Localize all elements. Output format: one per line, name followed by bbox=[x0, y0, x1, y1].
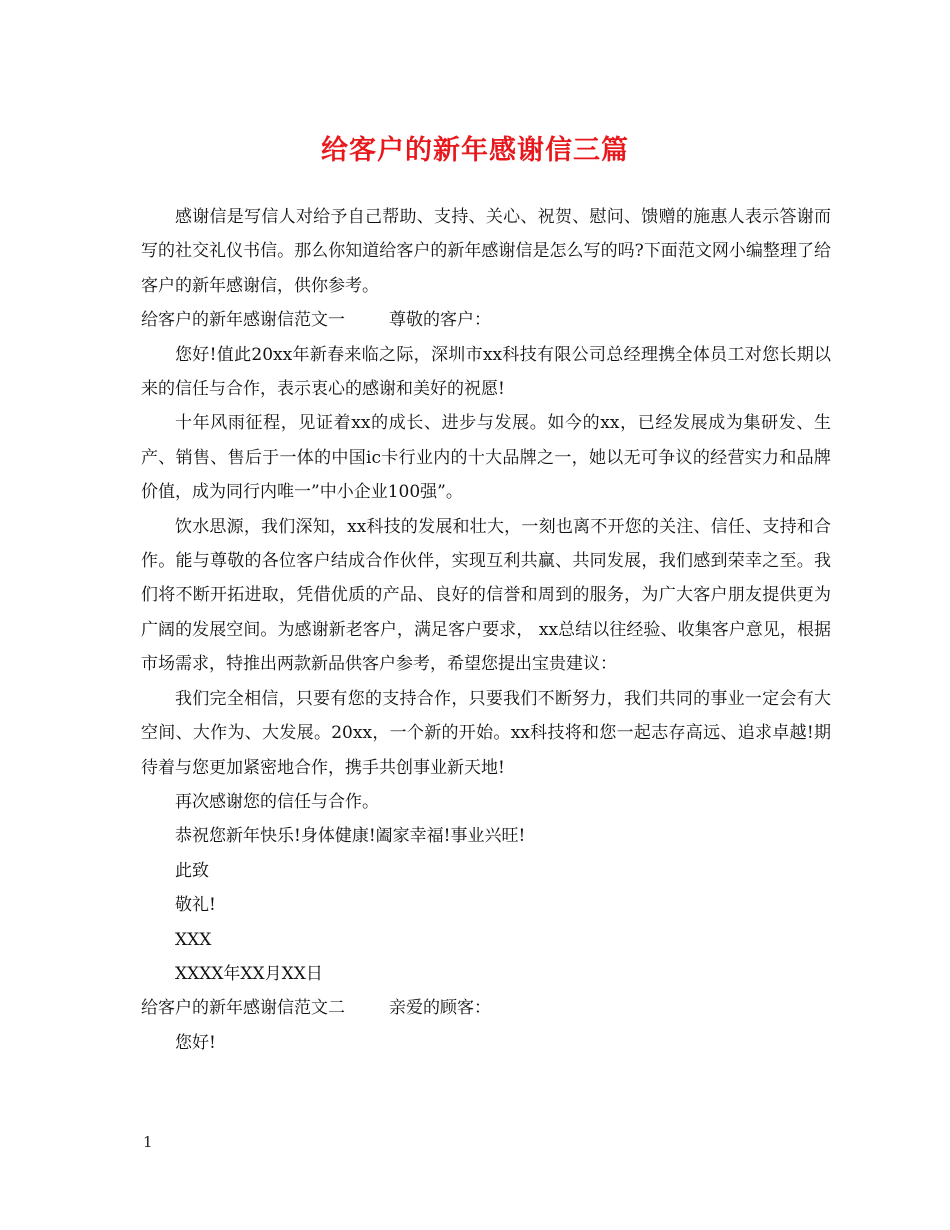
section1-heading-line bbox=[141, 303, 831, 337]
closing-line: 此致 bbox=[175, 860, 209, 881]
document-body bbox=[141, 200, 831, 1060]
section2-paragraph: 您好! bbox=[175, 1032, 216, 1053]
intro-paragraph: 感谢信是写信人对给予自己帮助、支持、关心、祝贺、慰问、馈赠的施惠人表示答谢而写的社交礼仪书信。那么你知道给客户的新年感谢信是怎么写的吗?下面范文网小编整理了给客户的新年感谢信，供你参考。 bbox=[141, 207, 831, 296]
section1-heading: 给客户的新年感谢信范文一 bbox=[141, 310, 345, 331]
document-title: 给客户的新年感谢信三篇 bbox=[321, 135, 629, 166]
signature-name: XXX bbox=[175, 929, 212, 950]
page-number: 1 bbox=[143, 1133, 153, 1151]
section1-paragraph: 我们完全相信，只要有您的支持合作，只要我们不断努力，我们共同的事业一定会有大空间、大作为、大发展。20xx，一个新的开始。xx科技将和您一起志存高远、追求卓越!期待着与您更加紧密地合作，携手共创事业新天地! bbox=[141, 688, 831, 778]
section2-salutation: 亲爱的顾客： bbox=[389, 998, 491, 1019]
section1-paragraph: 十年风雨征程，见证着xx的成长、进步与发展。如今的xx，已经发展成为集研发、生产、销售、售后于一体的中国ic卡行业内的十大品牌之一，她以无可争议的经营实力和品牌价值，成为同行内唯一”中小企业100强”。 bbox=[141, 413, 831, 503]
section1-paragraph: 再次感谢您的信任与合作。 bbox=[175, 791, 379, 812]
section1-salutation: 尊敬的客户： bbox=[389, 310, 491, 331]
section1-paragraph: 您好!值此20xx年新春来临之际，深圳市xx科技有限公司总经理携全体员工对您长期以来的信任与合作，表示衷心的感谢和美好的祝愿! bbox=[141, 344, 831, 400]
section2-heading: 给客户的新年感谢信范文二 bbox=[141, 998, 345, 1019]
signature-date: XXXX年XX月XX日 bbox=[175, 963, 323, 984]
section1-paragraph: 饮水思源，我们深知，xx科技的发展和壮大，一刻也离不开您的关注、信任、支持和合作。能与尊敬的各位客户结成合作伙伴，实现互利共赢、共同发展，我们感到荣幸之至。我们将不断开拓进取，凭借优质的产品、良好的信誉和周到的服务，为广大客户朋友提供更为广阔的发展空间。为感谢新老客户，满足客户要求， xx总结以往经验、收集客户意见，根据市场需求，特推出两款新品供客户参考，希望您提出宝贵建议： bbox=[141, 516, 831, 675]
closing-line: 敬礼! bbox=[175, 895, 216, 916]
section1-paragraph: 恭祝您新年快乐!身体健康!阖家幸福!事业兴旺! bbox=[175, 826, 526, 847]
section2-heading-line bbox=[141, 991, 831, 1025]
